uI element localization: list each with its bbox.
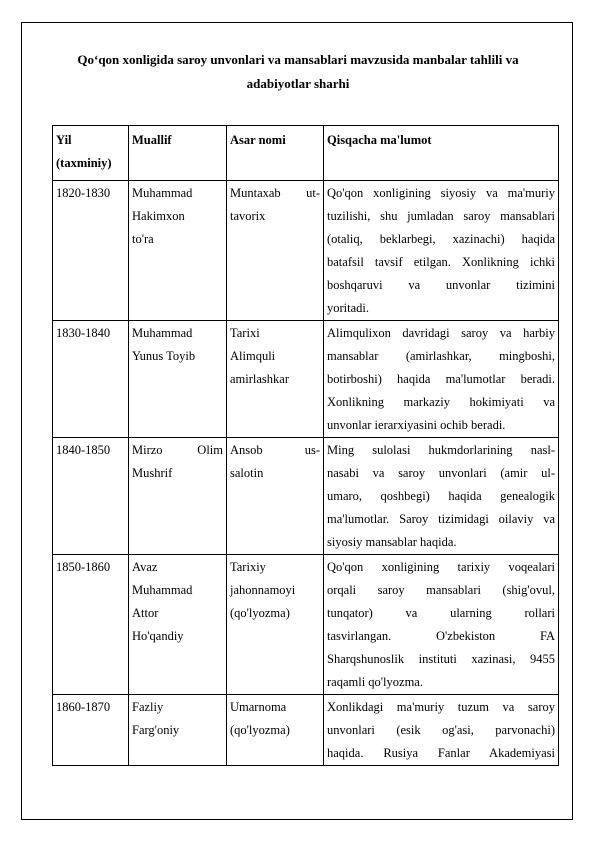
cell-info bbox=[324, 181, 559, 321]
cell-info-line: orqali saroy mansablari (shig'ovul, bbox=[327, 583, 555, 597]
cell-author bbox=[129, 695, 227, 766]
cell-info-line: ma'lumotlar. Saroy tizimidagi oilaviy va bbox=[327, 512, 555, 526]
cell-work bbox=[227, 555, 324, 695]
cell-work bbox=[227, 438, 324, 555]
cell-info-line: Ming sulolasi hukmdorlarining nasl- bbox=[327, 443, 555, 457]
cell-info-line: yoritadi. bbox=[327, 301, 370, 315]
cell-work-line: (qo'lyozma) bbox=[230, 723, 290, 737]
cell-work-line: Tarixi bbox=[230, 326, 260, 340]
cell-author-line: Fazliy bbox=[132, 700, 164, 714]
cell-author bbox=[129, 438, 227, 555]
cell-year: 1840-1850 bbox=[53, 438, 129, 555]
cell-info-line: haqida. Rusiya Fanlar Akademiyasi bbox=[327, 746, 555, 760]
cell-year: 1860-1870 bbox=[53, 695, 129, 766]
cell-year: 1830-1840 bbox=[53, 321, 129, 438]
header-info: Qisqacha ma'lumot bbox=[324, 126, 559, 181]
cell-author-line: Avaz bbox=[132, 560, 158, 574]
cell-work-line: jahonnamoyi bbox=[230, 583, 296, 597]
cell-info-line: siyosiy mansablar haqida. bbox=[327, 535, 457, 549]
header-year-line: Yil bbox=[56, 133, 72, 147]
cell-author-line: Mirzo Olim bbox=[132, 443, 223, 457]
table-row bbox=[53, 438, 559, 555]
header-work: Asar nomi bbox=[227, 126, 324, 181]
cell-work-line: Umarnoma bbox=[230, 700, 287, 714]
cell-info-line: raqamli qo'lyozma. bbox=[327, 675, 423, 689]
cell-info-line: boshqaruvi va unvonlar tizimini bbox=[327, 278, 555, 292]
cell-info-line: mansablar (amirlashkar, mingboshi, bbox=[327, 349, 555, 363]
cell-info-line: Xonlikdagi ma'muriy tuzum va saroy bbox=[327, 700, 555, 714]
cell-info-line: nasabi va saroy unvonlari (amir ul- bbox=[327, 466, 555, 480]
cell-info-line: tasvirlangan. O'zbekiston FA bbox=[327, 629, 555, 643]
table-header-row bbox=[53, 126, 559, 181]
cell-info-line: umaro, qoshbegi) haqida genealogik bbox=[327, 489, 555, 503]
header-year bbox=[53, 126, 129, 181]
cell-author-line: Ho'qandiy bbox=[132, 629, 184, 643]
cell-info-line: Qo'qon xonligining siyosiy va ma'muriy bbox=[327, 186, 555, 200]
cell-work-line: amirlashkar bbox=[230, 372, 290, 386]
cell-work-line: Alimquli bbox=[230, 349, 276, 363]
title-line-2: adabiyotlar sharhi bbox=[246, 76, 350, 91]
cell-author bbox=[129, 555, 227, 695]
document-title bbox=[0, 48, 596, 96]
sources-table bbox=[52, 125, 559, 766]
table-row bbox=[53, 181, 559, 321]
cell-work bbox=[227, 321, 324, 438]
title-line-1: Qo‘qon xonligida saroy unvonlari va mansablari mavzusida manbalar tahlili va bbox=[77, 52, 519, 67]
table-row bbox=[53, 321, 559, 438]
cell-author-line: Muhammad bbox=[132, 583, 193, 597]
cell-work-line: Muntaxab ut- bbox=[230, 186, 320, 200]
cell-info bbox=[324, 321, 559, 438]
cell-author-line: Muhammad bbox=[132, 326, 193, 340]
cell-author-line: Hakimxon bbox=[132, 209, 185, 223]
cell-info-line: (otaliq, beklarbegi, xazinachi) haqida bbox=[327, 232, 555, 246]
cell-author-line: Attor bbox=[132, 606, 159, 620]
cell-info-line: Sharqshunoslik instituti xazinasi, 9455 bbox=[327, 652, 555, 666]
cell-work bbox=[227, 181, 324, 321]
cell-author-line: Farg'oniy bbox=[132, 723, 180, 737]
cell-work-line: (qo'lyozma) bbox=[230, 606, 290, 620]
cell-info-line: botirboshi) haqida ma'lumotlar beradi. bbox=[327, 372, 555, 386]
cell-author-line: Muhammad bbox=[132, 186, 193, 200]
cell-work bbox=[227, 695, 324, 766]
cell-year: 1850-1860 bbox=[53, 555, 129, 695]
cell-work-line: Tarixiy bbox=[230, 560, 266, 574]
cell-info bbox=[324, 438, 559, 555]
cell-work-line: tavorix bbox=[230, 209, 266, 223]
cell-info-line: Xonlikning markaziy hokimiyati va bbox=[327, 395, 555, 409]
cell-info-line: tunqator) va ularning rollari bbox=[327, 606, 555, 620]
cell-info-line: unvonlar ierarxiyasini ochib beradi. bbox=[327, 418, 506, 432]
table-row bbox=[53, 555, 559, 695]
cell-info-line: unvonlari (esik og'asi, parvonachi) bbox=[327, 723, 555, 737]
cell-author-line: Mushrif bbox=[132, 466, 173, 480]
cell-info-line: tuzilishi, shu jumladan saroy mansablari bbox=[327, 209, 555, 223]
cell-author-line: Yunus Toyib bbox=[132, 349, 196, 363]
table-row bbox=[53, 695, 559, 766]
cell-work-line: salotin bbox=[230, 466, 264, 480]
cell-year: 1820-1830 bbox=[53, 181, 129, 321]
cell-author bbox=[129, 181, 227, 321]
cell-author-line: to'ra bbox=[132, 232, 154, 246]
cell-work-line: Ansob us- bbox=[230, 443, 320, 457]
cell-info-line: batafsil tavsif etilgan. Xonlikning ichki bbox=[327, 255, 555, 269]
header-year-line: (taxminiy) bbox=[56, 156, 112, 170]
cell-info bbox=[324, 555, 559, 695]
cell-author bbox=[129, 321, 227, 438]
cell-info-line: Alimqulixon davridagi saroy va harbiy bbox=[327, 326, 555, 340]
cell-info bbox=[324, 695, 559, 766]
cell-info-line: Qo'qon xonligining tarixiy voqealari bbox=[327, 560, 555, 574]
header-author: Muallif bbox=[129, 126, 227, 181]
